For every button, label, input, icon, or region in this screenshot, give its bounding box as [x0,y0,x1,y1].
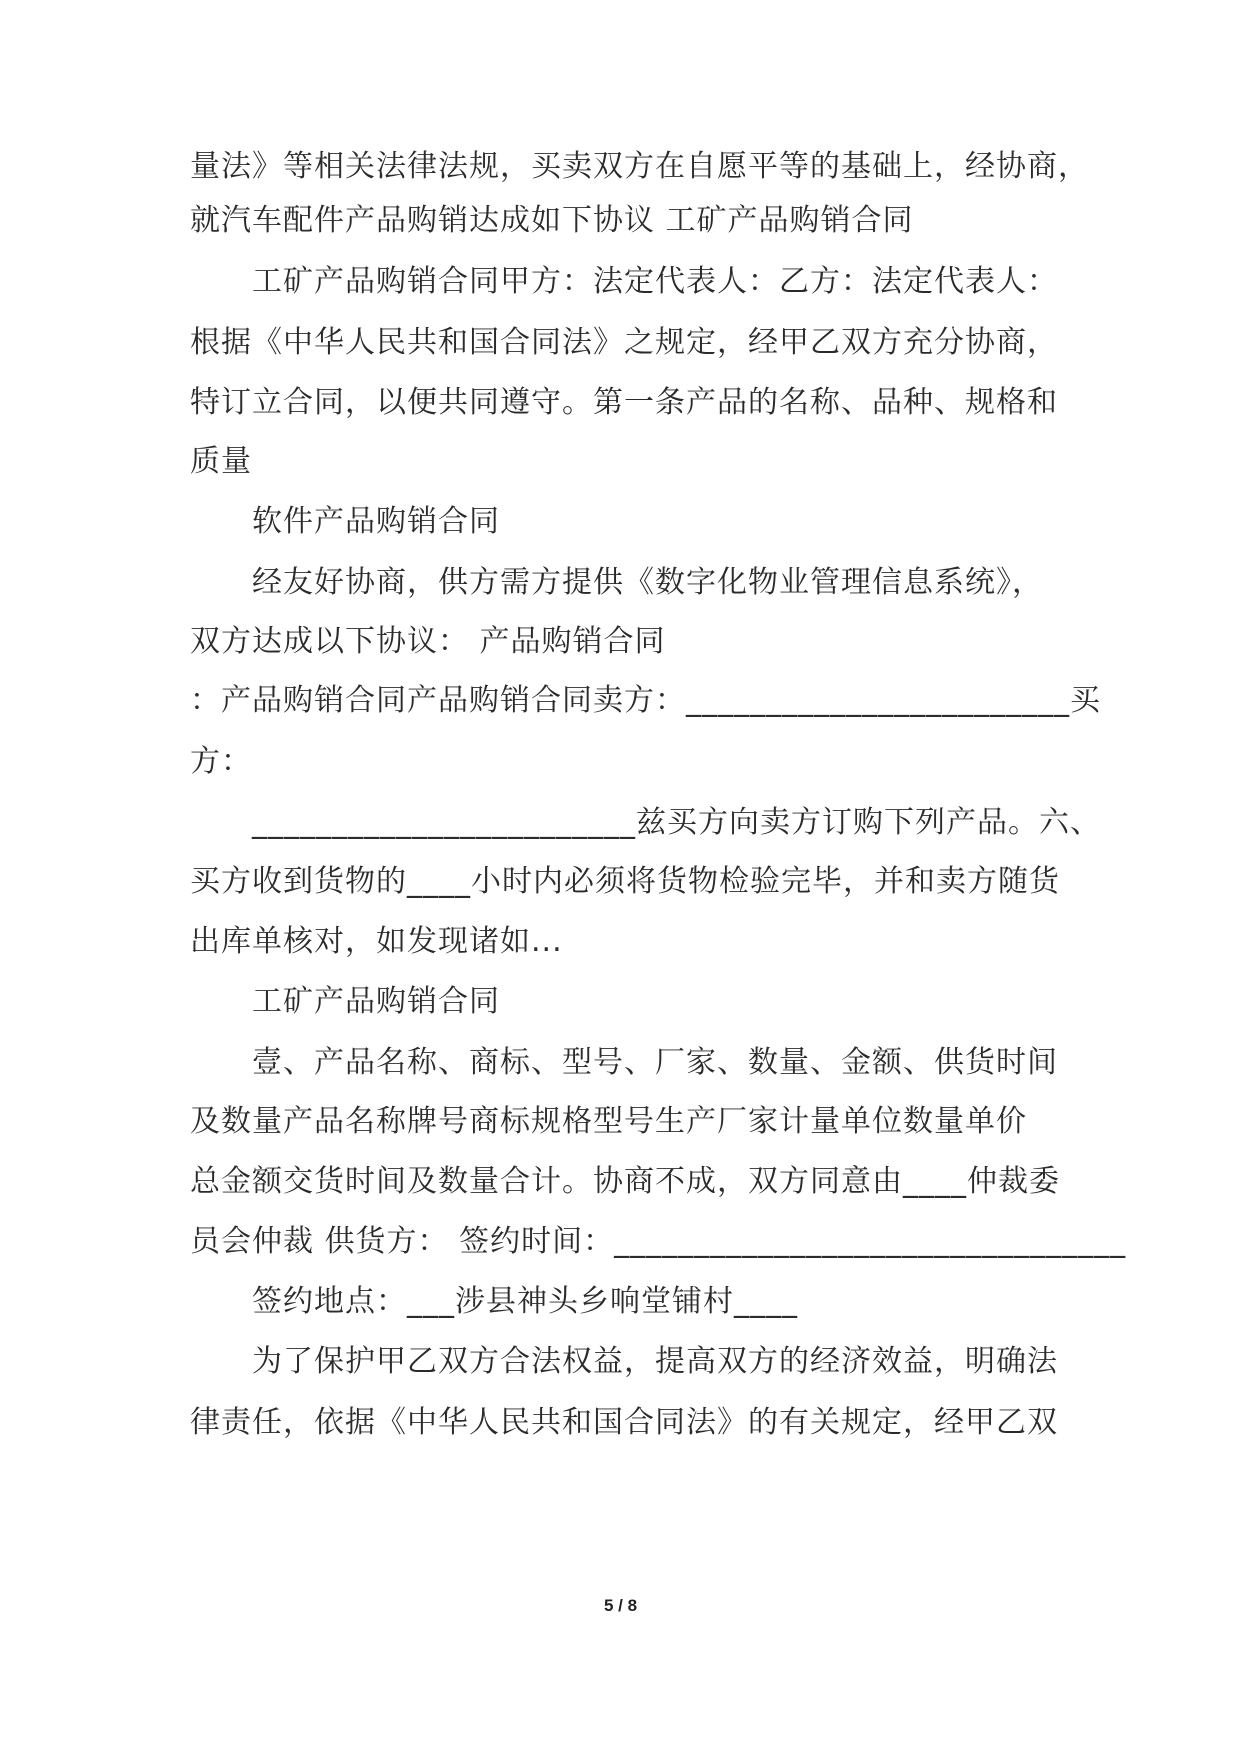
text-line: 工矿产品购销合同甲方：法定代表人：乙方：法定代表人： [252,264,1058,299]
text-line: 出库单核对，如发现诸如... [190,924,563,959]
text-line: 特订立合同，以便共同遵守。第一条产品的名称、品种、规格和 [190,385,1058,420]
text-line: 双方达成以下协议： 产品购销合同 [190,624,666,659]
text-line: 壹、产品名称、商标、型号、厂家、数量、金额、供货时间 [252,1045,1058,1080]
text-line: 为了保护甲乙双方合法权益，提高双方的经济效益，明确法 [252,1344,1058,1379]
text-line: 方： [190,744,252,779]
text-line: 律责任，依据《中华人民共和国合同法》的有关规定，经甲乙双 [190,1405,1058,1440]
text-line: 量法》等相关法律法规，买卖双方在自愿平等的基础上，经协商， [190,149,1089,184]
text-line: 软件产品购销合同 [252,504,500,539]
text-line: 签约地点：___涉县神头乡响堂铺村____ [252,1284,798,1319]
text-line: 根据《中华人民共和国合同法》之规定，经甲乙双方充分协商， [190,325,1058,360]
text-line: 买方收到货物的____小时内必须将货物检验完毕，并和卖方随货 [190,864,1060,899]
text-line: ：产品购销合同产品购销合同卖方：________________________买 [190,683,1101,718]
page-number: 5 / 8 [603,1596,638,1615]
text-line: 质量 [190,444,252,479]
text-line: 及数量产品名称牌号商标规格型号生产厂家计量单位数量单价 [190,1104,1027,1139]
text-line: 就汽车配件产品购销达成如下协议 工矿产品购销合同 [190,203,914,238]
text-line: 总金额交货时间及数量合计。协商不成，双方同意由____仲裁委 [190,1164,1060,1199]
text-line: 工矿产品购销合同 [252,984,500,1019]
text-line: 员会仲裁 供货方： 签约时间：________________________________ [190,1224,1127,1259]
text-line: 经友好协商，供方需方提供《数字化物业管理信息系统》， [252,565,1043,600]
text-line: ________________________兹买方向卖方订购下列产品。六、 [252,805,1101,840]
